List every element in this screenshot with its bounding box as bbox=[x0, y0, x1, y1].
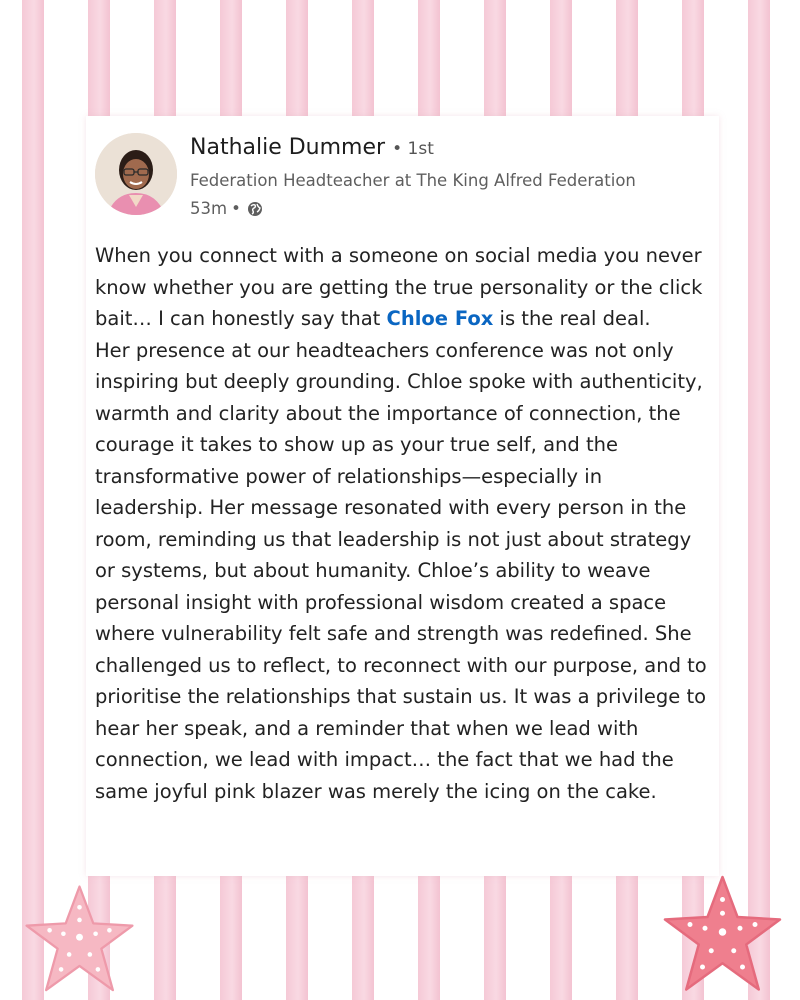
post-paragraph-2: Her presence at our headteachers conference was not only inspiring but deeply grounding. Chloe spoke with authenticity, warmth and clarity about the importance of connection, the courage it takes to show up as your true self, and the transformative power of relationships—especially in leadership. Her message resonated with every person in the room, reminding us that leadership is not just about strategy or systems, but about humanity. Chloe’s ability to weave personal insight with professional wisdom created a space where vulnerability felt safe and strength was redefined. She challenged us to reflect, to reconnect with our purpose, and to prioritise the relationships that sustain us. It was a privilege to hear her speak, and a reminder that when we lead with connection, we lead with impact… the fact that we had the same joyful pink blazer was merely the icing on the cake. bbox=[95, 338, 707, 803]
starfish-icon bbox=[660, 872, 785, 997]
mention-link[interactable]: Chloe Fox bbox=[386, 307, 494, 330]
post-time: 53m bbox=[190, 199, 228, 218]
author-name-line[interactable] bbox=[190, 135, 434, 160]
post-body bbox=[95, 240, 715, 807]
post-card bbox=[86, 116, 719, 876]
paragraph-1-text-after: is the real deal. bbox=[493, 307, 651, 330]
meta-separator: • bbox=[231, 199, 241, 218]
author-headline: Federation Headteacher at The King Alfred Federation bbox=[190, 171, 636, 190]
starfish-icon bbox=[22, 882, 137, 997]
author-avatar[interactable] bbox=[95, 133, 177, 215]
paragraph-1-text-before: When you connect with a someone on social media you never know whether you are getting the true personality or the click bait… I can honestly say that bbox=[95, 244, 703, 330]
connection-degree-label: 1st bbox=[407, 139, 434, 159]
connection-degree: • 1st bbox=[392, 139, 434, 159]
post-meta bbox=[190, 199, 263, 218]
globe-icon bbox=[247, 201, 263, 217]
post-paragraph-1 bbox=[95, 240, 715, 335]
author-name[interactable]: Nathalie Dummer bbox=[190, 135, 386, 160]
avatar-photo bbox=[95, 133, 177, 215]
